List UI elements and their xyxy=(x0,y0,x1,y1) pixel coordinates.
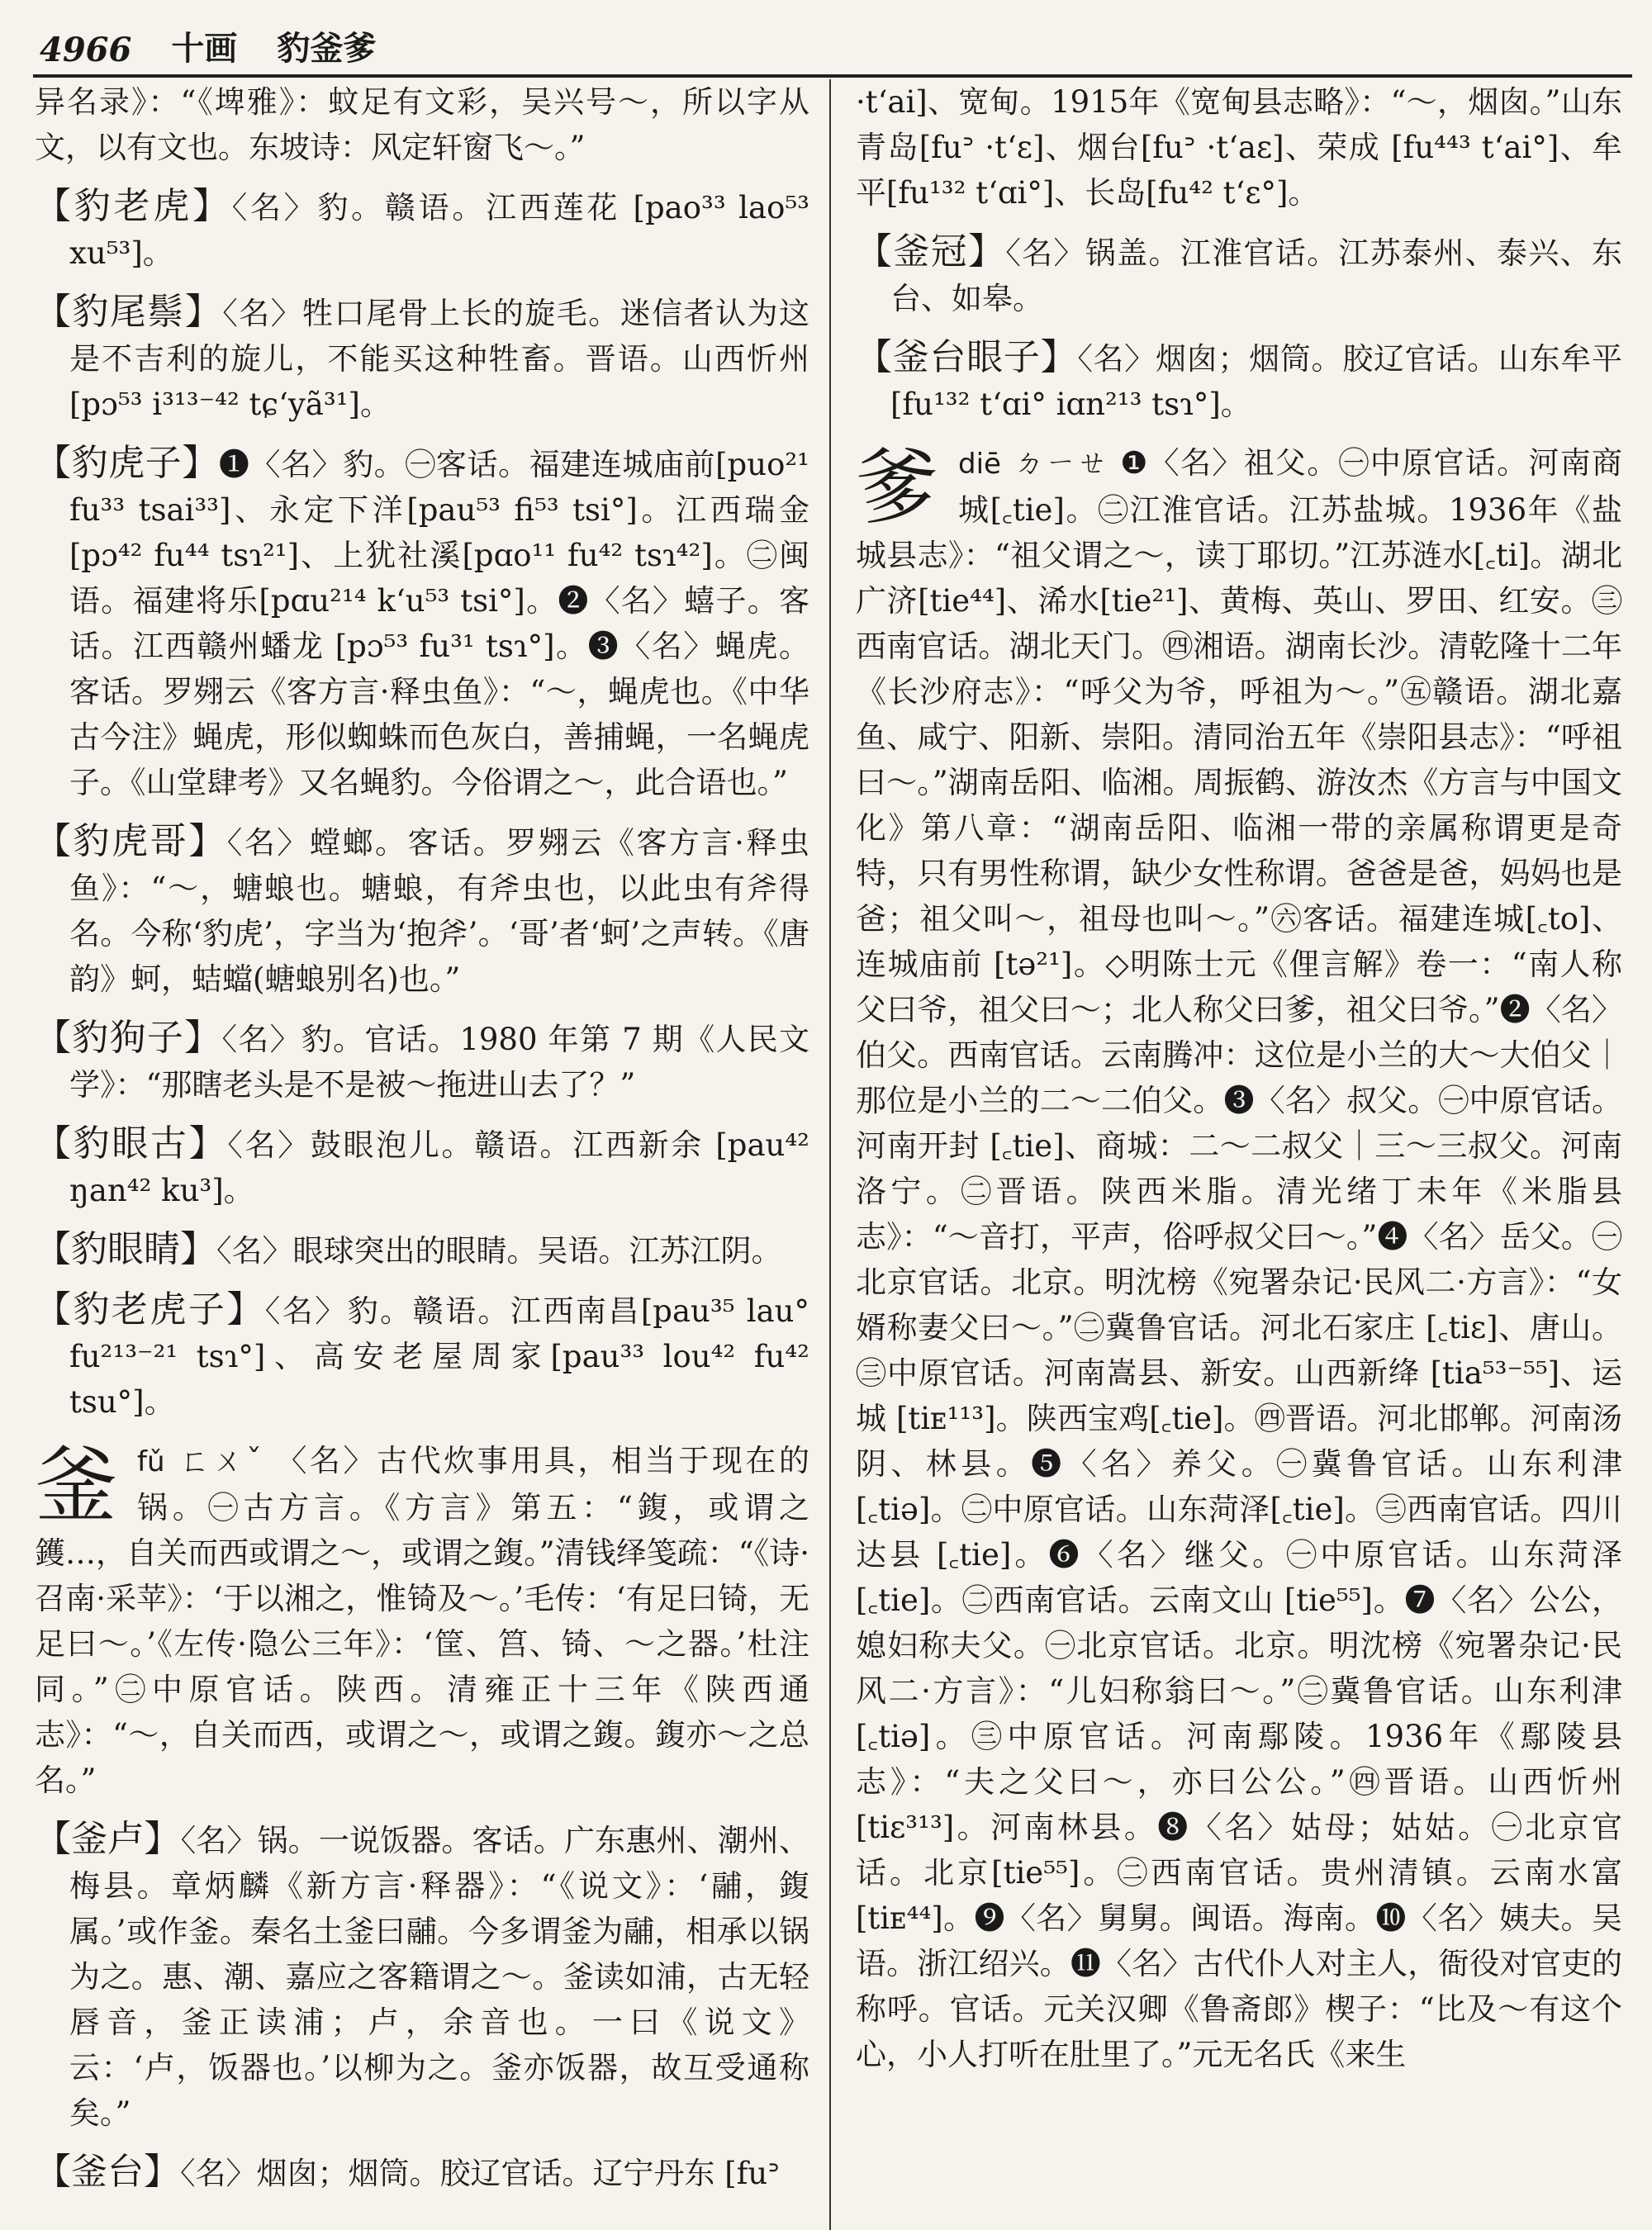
headword: 【豹虎子】 xyxy=(35,442,219,484)
headword: 【豹眼古】 xyxy=(35,1122,228,1165)
entry xyxy=(35,1816,809,2136)
definition: 〈名〉锅盖。江淮官话。江苏泰州、泰兴、东台、如皋。 xyxy=(890,235,1622,316)
headword: 【豹虎哥】 xyxy=(35,820,227,862)
entry xyxy=(856,334,1622,427)
headword: 【釜台眼子】 xyxy=(856,336,1078,378)
headword: 【豹老虎】 xyxy=(35,185,232,227)
headword: 【豹尾鬃】 xyxy=(35,291,223,333)
definition: 〈名〉牲口尾骨上长的旋毛。迷信者认为这是不吉利的旋儿，不能买这种牲畜。晋语。山西忻州 [pɔ⁵³ i³¹³⁻⁴² tɕʻyã³¹]。 xyxy=(69,296,809,422)
entry xyxy=(35,289,809,427)
definition: 〈名〉烟囱；烟筒。胶辽官话。辽宁丹东 [fuᐣ xyxy=(180,2156,780,2191)
definition: 〈名〉烟囱；烟筒。胶辽官话。山东牟平 [fu¹³² tʻɑi° iɑn²¹³ tsɿ°]。 xyxy=(890,341,1622,422)
header-rule xyxy=(33,74,1632,78)
page-number: 4966 xyxy=(40,31,132,69)
continuation-text: 异名录》：“《埤雅》：蚊足有文彩，吴兴号～，所以字从文，以有文也。东坡诗：风定轩窗飞～。” xyxy=(35,84,809,165)
definition: 〈名〉豹。赣语。江西南昌[pau³⁵ lau° fu²¹³⁻²¹ tsɿ°]、高安老屋周家[pau³³ lou⁴² fu⁴² tsu°]。 xyxy=(69,1293,809,1420)
definition: 〈名〉螳螂。客话。罗翙云《客方言·释虫鱼》：“～，螗蜋也。螗蜋，有斧虫也，以此虫有斧得名。今称‘豹虎’，字当为‘抱斧’。‘哥’者‘蚵’之声转。《唐韵》蚵，蛣蟷(螗蜋别名)也。” xyxy=(69,825,809,997)
header-words: 豹釜爹 xyxy=(277,29,377,68)
character-entry xyxy=(35,1438,809,1803)
headword: 【豹狗子】 xyxy=(35,1017,222,1059)
definition: ❶〈名〉祖父。㊀中原官话。河南商城[꜀tie]。㊁江淮官话。江苏盐城。1936年《盐城县志》：“祖父谓之～，读丁耶切。”江苏涟水[꜀ti]。湖北广济[tie⁴⁴]、浠水[tie²¹]、黄梅、英山、罗田、红安。㊂西南官话。湖北天门。㊃湘语。湖南长沙。清乾隆十二年《长沙府志》：“呼父为爷，呼祖为～。”㊄赣语。湖北嘉鱼、咸宁、阳新、崇阳。清同治五年《崇阳县志》：“呼祖曰～。”湖南岳阳、临湘。周振鹤、游汝杰《方言与中国文化》第八章：“湖南岳阳、临湘一带的亲属称谓更是奇特，只有男性称谓，缺少女性称谓。爸爸是爸，妈妈也是爸；祖父叫～，祖母也叫～。”㊅客话。福建连城[꜀to]、连城庙前 [tə²¹]。◇明陈士元《俚言解》卷一：“南人称父曰爷，祖父曰～；北人称父曰爹，祖父曰爷。”❷〈名〉伯父。西南官话。云南腾冲：这位是小兰的大～大伯父｜那位是小兰的二～二伯父。❸〈名〉叔父。㊀中原官话。河南开封 [꜀tie]、商城：二～二叔父｜三～三叔父。河南洛宁。㊁晋语。陕西米脂。清光绪丁未年《米脂县志》：“～音打，平声，俗呼叔父曰～。”❹〈名〉岳父。㊀北京官话。北京。明沈榜《宛署杂记·民风二·方言》：“女婿称妻父曰～。”㊁冀鲁官话。河北石家庄 [꜀tiɛ]、唐山。㊂中原官话。河南嵩县、新安。山西新绛 [tia⁵³⁻⁵⁵]、运城 [tiᴇ¹¹³]。陕西宝鸡[꜀tie]。㊃晋语。河北邯郸。河南汤阴、林县。❺〈名〉养父。㊀冀鲁官话。山东利津[꜀tiə]。㊁中原官话。山东菏泽[꜀tie]。㊂西南官话。四川达县 [꜀tie]。❻〈名〉继父。㊀中原官话。山东菏泽 [꜀tie]。㊁西南官话。云南文山 [tie⁵⁵]。❼〈名〉公公，媳妇称夫父。㊀北京官话。北京。明沈榜《宛署杂记·民风二·方言》：“儿妇称翁曰～。”㊁冀鲁官话。山东利津 [꜀tiə]。㊂中原官话。河南鄢陵。1936年《鄢陵县志》：“夫之父曰～，亦曰公公。”㊃晋语。山西忻州[tiɛ³¹³]。河南林县。❽〈名〉姑母；姑姑。㊀北京官话。北京[tie⁵⁵]。㊁西南官话。贵州清镇。云南水富[tiᴇ⁴⁴]。❾〈名〉舅舅。闽语。海南。❿〈名〉姨夫。吴语。浙江绍兴。⓫〈名〉古代仆人对主人，衙役对官吏的称呼。官话。元关汉卿《鲁斋郎》楔子：“比及～有这个心，小人打听在肚里了。”元无名氏《来生 xyxy=(856,445,1622,2072)
zhuyin: ㄉㄧㄝ xyxy=(1012,445,1109,481)
left-column xyxy=(35,79,809,2222)
column-divider xyxy=(829,79,831,2230)
headword: 【釜台】 xyxy=(35,2151,180,2193)
entry xyxy=(856,229,1622,321)
definition: 〈名〉眼球突出的眼睛。吴语。江苏江阴。 xyxy=(216,1233,782,1269)
entry xyxy=(35,2149,809,2196)
entry xyxy=(35,183,809,276)
definition: ❶〈名〉豹。㊀客话。福建连城庙前[puo²¹ fu³³ tsai³³]、永定下洋[pau⁵³ fi⁵³ tsi°]。江西瑞金[pɔ⁴² fu⁴⁴ tsɿ²¹]、上犹社溪[pɑo¹¹ fu⁴² tsɿ⁴²]。㊁闽语。福建将乐[pɑu²¹⁴ kʻu⁵³ tsi°]。❷〈名〉蟢子。客话。江西赣州蟠龙 [pɔ⁵³ fu³¹ tsɿ°]。❸〈名〉蝇虎。客话。罗翙云《客方言·释虫鱼》：“～，蝇虎也。《中华古今注》蝇虎，形似蜘蛛而色灰白，善捕蝇，一名蝇虎子。《山堂肆考》又名蝇豹。今俗谓之～，此合语也。” xyxy=(69,447,809,800)
big-character: 釜 xyxy=(35,1437,117,1534)
entry xyxy=(35,1121,809,1213)
right-column xyxy=(856,79,1622,2222)
headword: 【釜卢】 xyxy=(35,1818,181,1860)
zhuyin: ㄈㄨˇ xyxy=(176,1443,265,1478)
headword: 【釜冠】 xyxy=(856,230,1006,273)
definition: 〈名〉豹。官话。1980 年第 7 期《人民文学》：“那瞎老头是不是被～拖进山去了？” xyxy=(69,1022,809,1103)
section-label: 十画 xyxy=(171,29,238,68)
headword: 【豹眼睛】 xyxy=(35,1228,216,1270)
definition: 〈名〉古代炊事用具，相当于现在的锅。㊀古方言。《方言》第五：“鍑，或谓之鑊…，自关而西或谓之～，或谓之鍑。”清钱绎笺疏：“《诗·召南·采苹》：‘于以湘之，惟锜及～。’毛传：‘有足曰锜，无足曰～。’《左传·隐公三年》：‘筐、筥、锜、～之器。’杜注同。”㊁中原官话。陕西。清雍正十三年《陕西通志》：“～，自关而西，或谓之～，或谓之鍑。鍑亦～之总名。” xyxy=(35,1443,809,1798)
big-character: 爹 xyxy=(856,439,938,536)
entry xyxy=(35,1287,809,1425)
character-entry xyxy=(856,440,1622,2077)
continuation-text: ·tʻai]、宽甸。1915年《宽甸县志略》：“～，烟囱。”山东青岛[fuᐣ ·tʻɛ]、烟台[fuᐣ ·tʻaɛ]、荣成 [fu⁴⁴³ tʻai°]、牟平[fu¹³² tʻɑi°]、长岛[fu⁴² tʻɛ°]。 xyxy=(856,84,1622,211)
definition: 〈名〉锅。一说饭器。客话。广东惠州、潮州、梅县。章炳麟《新方言·释器》：“《说文》：‘鬴，鍑属。’或作釜。秦名土釜曰鬴。今多谓釜为鬴，相承以锅为之。惠、潮、嘉应之客籍谓之～。釜读如浦，古无轻唇音，釜正读浦；卢，余音也。一曰《说文》云：‘卢，饭器也。’以柳为之。釜亦饭器，故互受通称矣。” xyxy=(69,1823,809,2131)
headword: 【豹老虎子】 xyxy=(35,1288,265,1331)
entry xyxy=(35,1015,809,1108)
entry xyxy=(35,818,809,1002)
pinyin: fǔ xyxy=(137,1445,165,1478)
pinyin: diē xyxy=(958,448,1001,481)
entry xyxy=(35,440,809,805)
page-header xyxy=(40,18,1619,69)
definition: 〈名〉鼓眼泡儿。赣语。江西新余 [pau⁴² ŋan⁴² ku³]。 xyxy=(69,1127,809,1208)
entry xyxy=(35,1226,809,1274)
definition: 〈名〉豹。赣语。江西莲花 [pao³³ lao⁵³ xu⁵³]。 xyxy=(69,190,809,271)
